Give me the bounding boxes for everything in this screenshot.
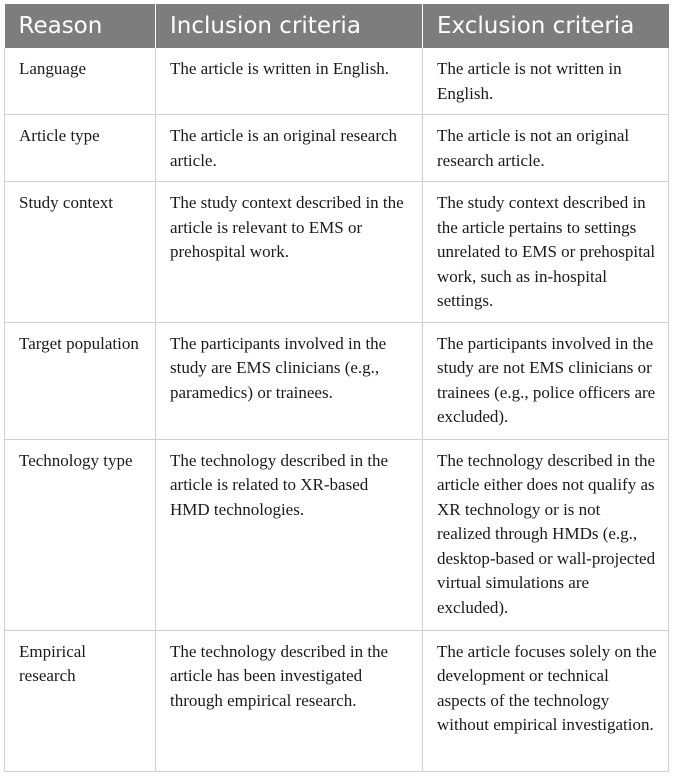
table-row: [5, 115, 669, 182]
header-reason: Reason: [5, 4, 156, 48]
reason-cell: Target population: [5, 322, 156, 439]
criteria-table: [4, 4, 669, 772]
inclusion-cell: The participants involved in the study are EMS clinicians (e.g., paramedics) or trainees.: [156, 322, 423, 439]
table-row: [5, 439, 669, 630]
reason-cell: Technology type: [5, 439, 156, 630]
table-row: [5, 182, 669, 323]
reason-cell: Study context: [5, 182, 156, 323]
inclusion-cell: The article is written in English.: [156, 48, 423, 115]
header-row: [5, 4, 669, 48]
exclusion-cell: The article focuses solely on the development or technical aspects of the technology without empirical investigation.: [423, 630, 669, 771]
table-row: [5, 630, 669, 771]
exclusion-cell: The participants involved in the study are not EMS clinicians or trainees (e.g., police officers are excluded).: [423, 322, 669, 439]
inclusion-cell: The study context described in the article is relevant to EMS or prehospital work.: [156, 182, 423, 323]
inclusion-cell: The article is an original research article.: [156, 115, 423, 182]
exclusion-cell: The article is not an original research article.: [423, 115, 669, 182]
inclusion-cell: The technology described in the article has been investigated through empirical research.: [156, 630, 423, 771]
reason-cell: Language: [5, 48, 156, 115]
exclusion-cell: The study context described in the article pertains to settings unrelated to EMS or prehospital work, such as in-hospital settings.: [423, 182, 669, 323]
table-row: [5, 48, 669, 115]
header-exclusion: Exclusion criteria: [423, 4, 669, 48]
table-row: [5, 322, 669, 439]
exclusion-cell: The article is not written in English.: [423, 48, 669, 115]
exclusion-cell: The technology described in the article either does not qualify as XR technology or is not realized through HMDs (e.g., desktop-based or wall-projected virtual simulations are excluded).: [423, 439, 669, 630]
header-inclusion: Inclusion criteria: [156, 4, 423, 48]
reason-cell: Empirical research: [5, 630, 156, 771]
reason-cell: Article type: [5, 115, 156, 182]
inclusion-cell: The technology described in the article is related to XR-based HMD technologies.: [156, 439, 423, 630]
